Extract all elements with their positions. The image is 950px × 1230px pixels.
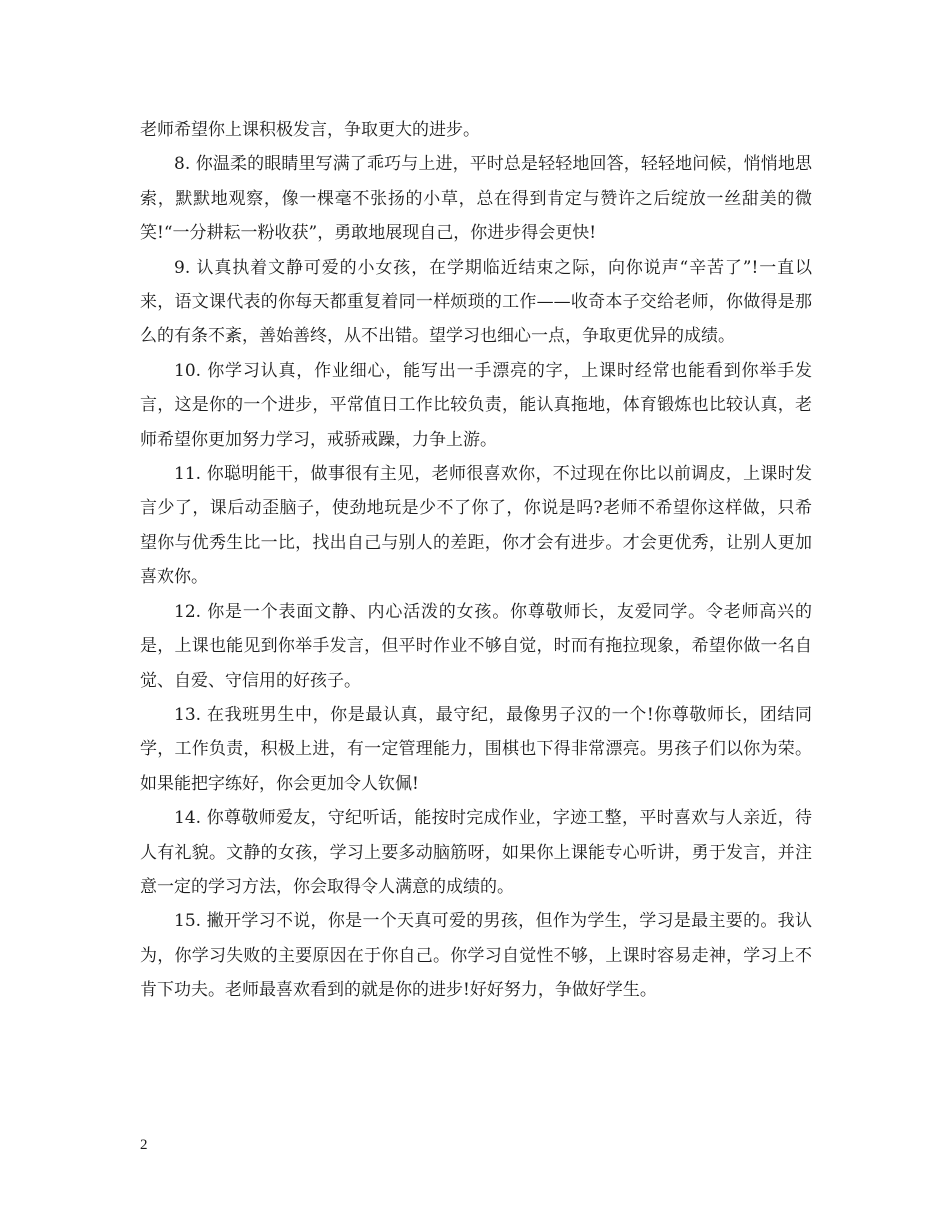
paragraph-continuation: 老师希望你上课积极发言，争取更大的进步。 — [140, 120, 480, 140]
comment-paragraph-8: 8. 你温柔的眼睛里写满了乖巧与上进，平时总是轻轻地回答，轻轻地问候，悄悄地思索，默默地观察，像一棵毫不张扬的小草，总在得到肯定与赞许之后绽放一丝甜美的微笑!“一分耕耘一粉收获”，勇敢地展现自己，你进步得会更快! — [140, 154, 812, 244]
comment-paragraph-9: 9. 认真执着文静可爱的小女孩，在学期临近结束之际，向你说声“辛苦了”!一直以来，语文课代表的你每天都重复着同一样烦琐的工作——收奇本子交给老师，你做得是那么的有条不紊，善始善终，从不出错。望学习也细心一点，争取更优异的成绩。 — [140, 257, 812, 347]
page-number: 2 — [140, 1137, 148, 1153]
comment-paragraph-12: 12. 你是一个表面文静、内心活泼的女孩。你尊敬师长，友爱同学。令老师高兴的是，上课也能见到你举手发言，但平时作业不够自觉，时而有拖拉现象，希望你做一名自觉、自爱、守信用的好孩子。 — [140, 601, 812, 691]
page-body — [140, 113, 812, 1008]
comment-paragraph-14: 14. 你尊敬师爱友，守纪听话，能按时完成作业，字迹工整，平时喜欢与人亲近，待人有礼貌。文静的女孩，学习上要多动脑筋呀，如果你上课能专心听讲，勇于发言，并注意一定的学习方法，你会取得令人满意的成绩的。 — [140, 808, 812, 897]
comment-paragraph-13: 13. 在我班男生中，你是最认真，最守纪，最像男子汉的一个!你尊敬师长，团结同学，工作负责，积极上进，有一定管理能力，围棋也下得非常漂亮。男孩子们以你为荣。如果能把字练好，你会更加令人钦佩! — [140, 704, 812, 794]
comment-paragraph-10: 10. 你学习认真，作业细心，能写出一手漂亮的字，上课时经常也能看到你举手发言，这是你的一个进步，平常值日工作比较负责，能认真拖地，体育锻炼也比较认真，老师希望你更加努力学习，戒骄戒躁，力争上游。 — [140, 360, 812, 450]
comment-paragraph-15: 15. 撇开学习不说，你是一个天真可爱的男孩，但作为学生，学习是最主要的。我认为，你学习失败的主要原因在于你自己。你学习自觉性不够，上课时容易走神，学习上不肯下功夫。老师最喜欢看到的就是你的进步!好好努力，争做好学生。 — [140, 911, 812, 1001]
comment-paragraph-11: 11. 你聪明能干，做事很有主见，老师很喜欢你，不过现在你比以前调皮，上课时发言少了，课后动歪脑子，使劲地玩是少不了你了，你说是吗?老师不希望你这样做，只希望你与优秀生比一比，找出自己与别人的差距，你才会有进步。才会更优秀，让别人更加喜欢你。 — [140, 464, 812, 588]
